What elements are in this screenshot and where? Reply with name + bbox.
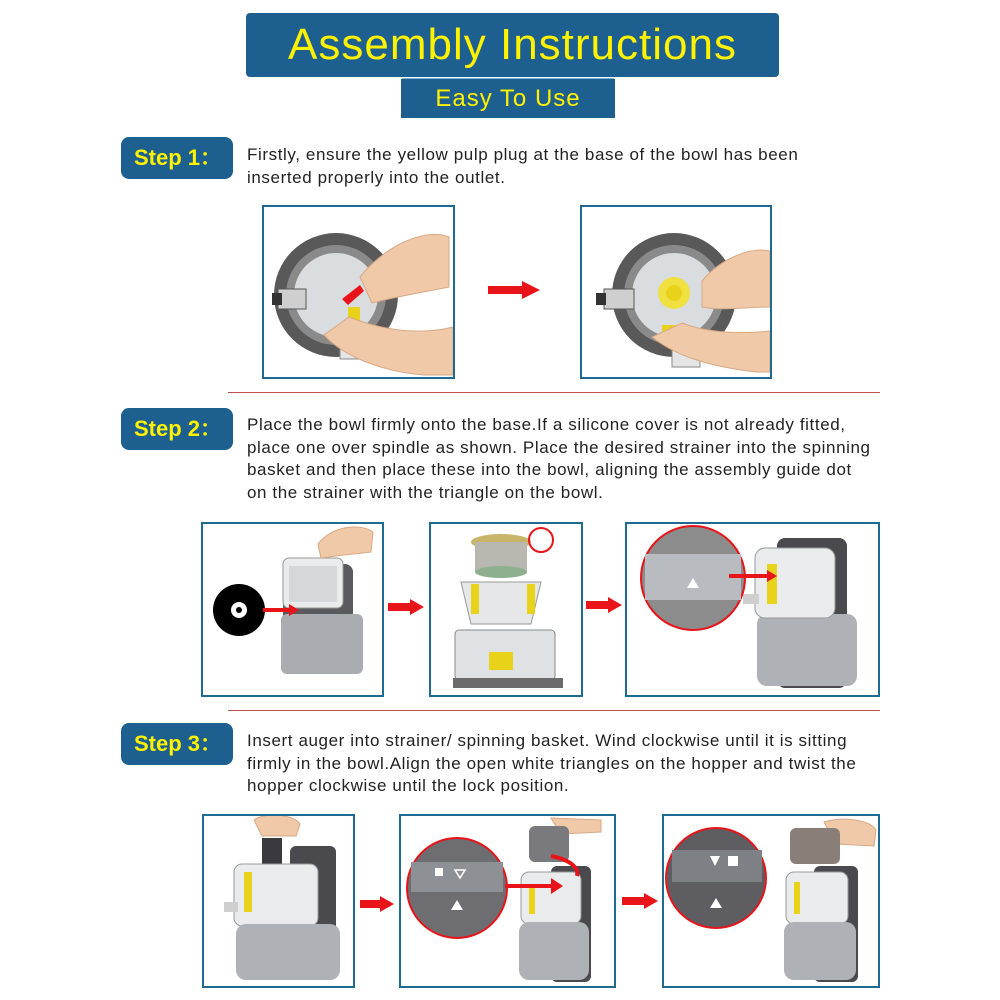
step-2-label: Step 2： [121, 408, 233, 450]
step-3-photo-auger [202, 814, 355, 988]
step-2-arrow-2-icon [586, 597, 622, 613]
step-1-photo-before [262, 205, 455, 379]
step-3-label: Step 3： [121, 723, 233, 765]
subtitle-banner [401, 79, 615, 118]
step-1-label: Step 1： [121, 137, 233, 179]
step-3-photo-hopper-align [399, 814, 616, 988]
title-banner [246, 13, 779, 77]
step-1-text: Firstly, ensure the yellow pulp plug at the base of the bowl has been inserted properly into the outlet. [247, 145, 799, 187]
step-2-photo-assembled [625, 522, 880, 697]
step-1-photo-after [580, 205, 772, 379]
step-1-divider [228, 392, 880, 393]
step-2-text: Place the bowl firmly onto the base.If a silicone cover is not already fitted, place one over spindle as shown. Place the desired strainer into the spinning basket and then place these into the bowl, aligning the assembly guide dot on the strainer with the triangle on the bowl. [247, 415, 871, 502]
page-subtitle: Easy To Use [435, 85, 581, 112]
step-3-photo-hopper-locked [662, 814, 880, 988]
step-2-photo-parts [429, 522, 583, 697]
step-1-arrow-icon [488, 281, 540, 299]
step-2-arrow-1-icon [388, 599, 424, 615]
step-2-photo-base [201, 522, 384, 697]
step-3-arrow-1-icon [360, 896, 394, 912]
step-3-text: Insert auger into strainer/ spinning basket. Wind clockwise until it is sitting firmly in the bowl.Align the open white triangles on the hopper and twist the hopper clockwise until the lock position. [247, 731, 857, 795]
page-title: Assembly Instructions [288, 20, 737, 69]
step-2-divider [228, 710, 880, 711]
step-3-arrow-2-icon [622, 893, 658, 909]
